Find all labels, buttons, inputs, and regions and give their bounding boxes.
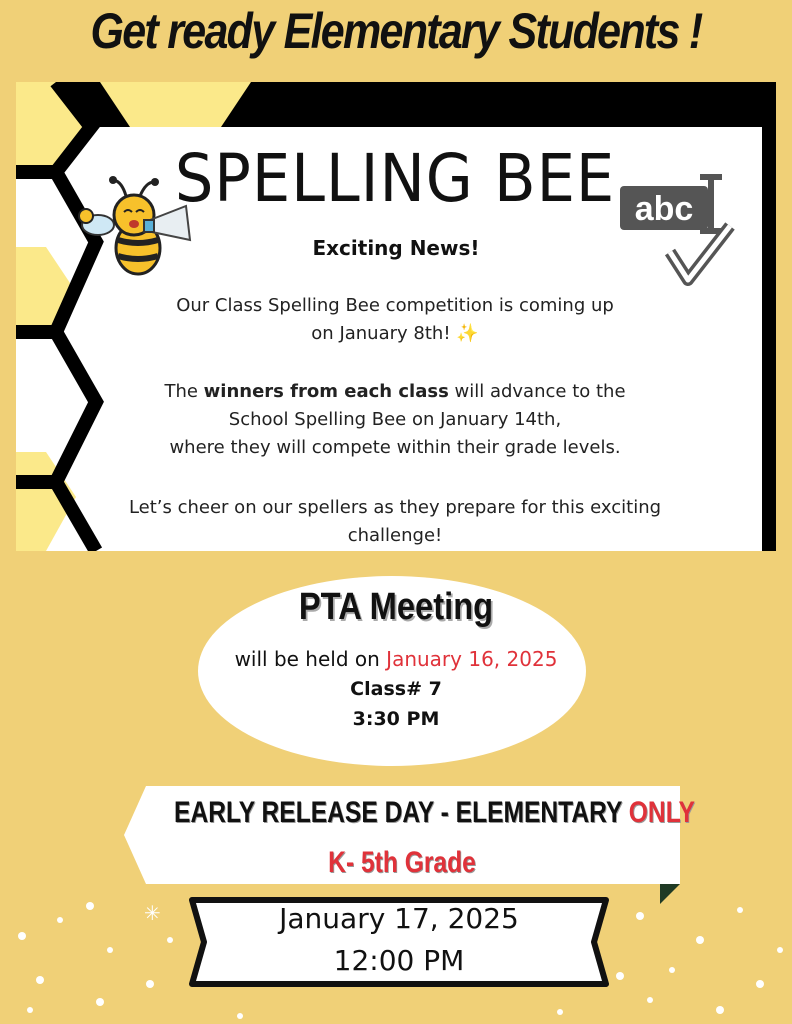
sparkle-icon: ✨ bbox=[456, 323, 479, 344]
paragraph-2 bbox=[90, 378, 700, 462]
paragraph-3 bbox=[70, 494, 720, 550]
page-headline: Get ready Elementary Students ! bbox=[90, 3, 702, 59]
pta-held-line bbox=[0, 647, 792, 671]
paragraph-1-line-1: Our Class Spelling Bee competition is coming up bbox=[176, 295, 614, 316]
exciting-news-heading: Exciting News! bbox=[312, 236, 480, 260]
pta-location: Class# 7 bbox=[350, 678, 442, 700]
early-release-date: January 17, 2025 bbox=[279, 902, 519, 935]
svg-text:✳: ✳ bbox=[144, 901, 161, 925]
pta-title: PTA Meeting bbox=[298, 586, 494, 628]
pta-held-prefix: will be held on bbox=[234, 647, 387, 671]
paragraph-1 bbox=[90, 292, 700, 348]
early-release-time: 12:00 PM bbox=[333, 944, 465, 977]
early-release-title bbox=[174, 796, 695, 830]
abc-checkmark-icon bbox=[618, 170, 738, 290]
early-release-only: ONLY bbox=[628, 796, 695, 829]
abc-label: abc bbox=[634, 190, 694, 228]
paragraph-2-line-2: School Spelling Bee on January 14th, bbox=[228, 409, 562, 430]
pta-time: 3:30 PM bbox=[352, 708, 440, 730]
spelling-bee-title: SPELLING BEE bbox=[174, 140, 616, 217]
early-release-grades: K- 5th Grade bbox=[328, 846, 476, 879]
pta-date: January 16, 2025 bbox=[386, 647, 558, 671]
paragraph-2-post: will advance to the bbox=[448, 381, 626, 402]
early-release-title-main: EARLY RELEASE DAY - ELEMENTARY bbox=[174, 796, 629, 829]
paragraph-3-line-2: challenge! bbox=[347, 525, 443, 546]
paragraph-2-line-1 bbox=[90, 378, 700, 406]
paragraph-2-bold: winners from each class bbox=[203, 381, 449, 402]
paragraph-1-date: on January 8th! bbox=[311, 323, 451, 344]
paragraph-1-line-2 bbox=[90, 320, 700, 348]
paragraph-2-pre: The bbox=[164, 381, 204, 402]
paragraph-3-line-1: Let’s cheer on our spellers as they prepare for this exciting bbox=[128, 497, 662, 518]
paragraph-2-line-3: where they will compete within their grade levels. bbox=[169, 437, 621, 458]
